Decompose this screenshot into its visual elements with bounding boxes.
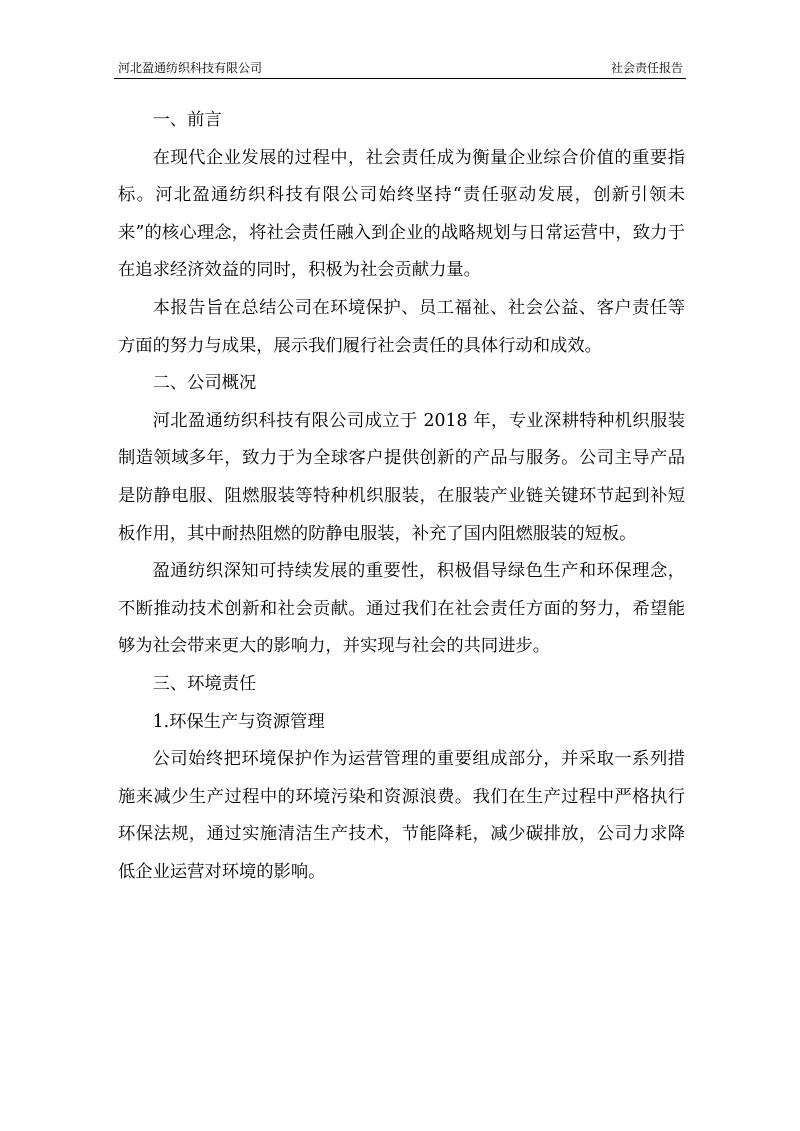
page-header <box>118 60 683 80</box>
paragraph: 盈通纺织深知可持续发展的重要性，积极倡导绿色生产和环保理念，不断推动技术创新和社会贡献。通过我们在社会责任方面的努力，希望能够为社会带来更大的影响力，并实现与社会的共同进步。 <box>118 561 685 657</box>
header-report-title: 社会责任报告 <box>610 61 683 75</box>
report-body <box>118 102 685 891</box>
paragraph: 在现代企业发展的过程中，社会责任成为衡量企业综合价值的重要指标。河北盈通纺织科技有限公司始终坚持“责任驱动发展，创新引领未来”的核心理念，将社会责任融入到企业的战略规划与日常运营中，致力于在追求经济效益的同时，积极为社会贡献力量。 <box>118 147 685 281</box>
section-heading-environment: 三、环境责任 <box>152 673 257 694</box>
header-divider <box>114 78 686 79</box>
paragraph: 公司始终把环境保护作为运营管理的重要组成部分，并采取一系列措施来减少生产过程中的环境污染和资源浪费。我们在生产过程中严格执行环保法规，通过实施清洁生产技术，节能降耗，减少碳排放，公司力求降低企业运营对环境的影响。 <box>118 749 685 882</box>
paragraph: 河北盈通纺织科技有限公司成立于 2018 年，专业深耕特种机织服装制造领域多年，致力于为全球客户提供创新的产品与服务。公司主导产品是防静电服、阻燃服装等特种机织服装，在服装产业链关键环节起到补短板作用，其中耐热阻燃的防静电服装，补充了国内阻燃服装的短板。 <box>118 410 685 544</box>
section-heading-preface: 一、前言 <box>152 110 222 130</box>
header-company-name: 河北盈通纺织科技有限公司 <box>118 61 263 75</box>
paragraph: 本报告旨在总结公司在环境保护、员工福祉、社会公益、客户责任等方面的努力与成果，展示我们履行社会责任的具体行动和成效。 <box>118 297 685 356</box>
section-heading-overview: 二、公司概况 <box>152 373 257 394</box>
subsection-heading: 1.环保生产与资源管理 <box>152 711 325 732</box>
